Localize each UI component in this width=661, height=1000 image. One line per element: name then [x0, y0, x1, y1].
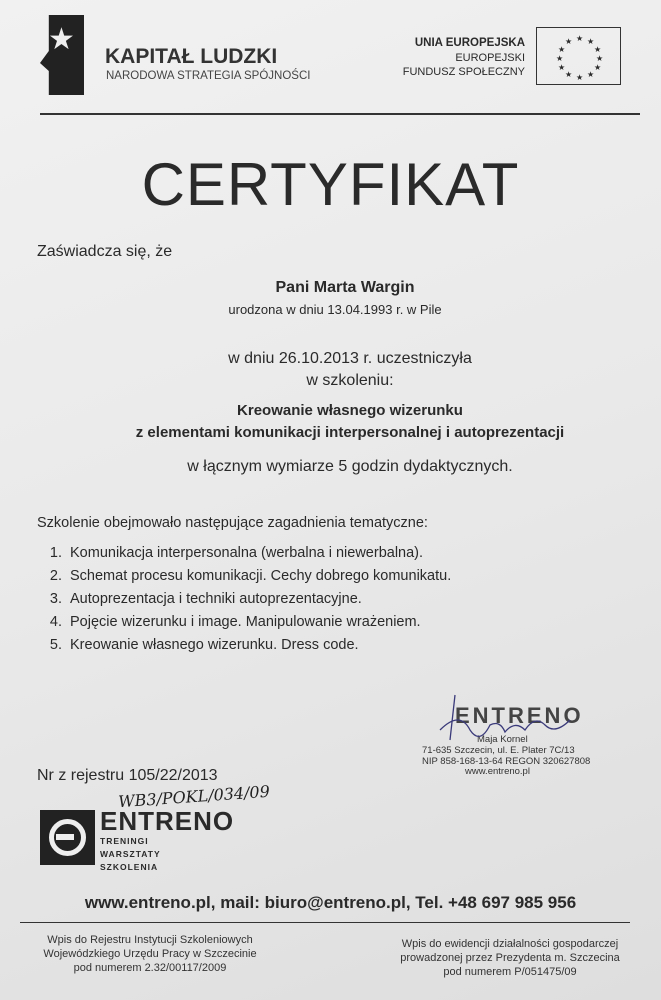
registry-number: Nr z rejestru 105/22/2013 [37, 767, 218, 784]
course-duration: w łącznym wymiarze 5 godzin dydaktycznych. [187, 458, 513, 475]
topics-heading: Szkolenie obejmowało następujące zagadnienia tematyczne: [37, 515, 428, 531]
efs-label-1: EUROPEJSKI [455, 52, 525, 64]
topic-text: Komunikacja interpersonalna (werbalna i niewerbalna). [70, 545, 424, 561]
star-icon: ★ [48, 23, 75, 56]
intro-text: Zaświadcza się, że [37, 243, 173, 260]
footer-right [370, 937, 650, 979]
topic-text: Pojęcie wizerunku i image. Manipulowanie wrażeniem. [70, 614, 421, 630]
participation-date: w dniu 26.10.2013 r. uczestniczyła [228, 350, 472, 367]
topic-item [34, 637, 359, 653]
stamp-address: 71-635 Szczecin, ul. E. Plater 7C/13 [422, 745, 575, 756]
company-tag: SZKOLENIA [100, 862, 159, 872]
topic-text: Schemat procesu komunikacji. Cechy dobrego komunikatu. [70, 568, 452, 584]
topic-item [34, 568, 451, 584]
course-title-2: z elementami komunikacji interpersonalnej i autoprezentacji [135, 424, 565, 441]
footer-right-line: prowadzonej przez Prezydenta m. Szczecina [400, 952, 620, 964]
footer-right-line: pod numerem P/051475/09 [443, 966, 577, 978]
recipient-name: Pani Marta Wargin [275, 279, 415, 296]
stamp-ids: NIP 858-168-13-64 REGON 320627808 [422, 756, 591, 767]
topic-text: Autoprezentacja i techniki autoprezentacyjne. [70, 591, 362, 607]
stamp-company: ENTRENO [455, 703, 584, 728]
topic-item [34, 545, 423, 561]
eu-label: UNIA EUROPEJSKA [414, 37, 525, 49]
company-tag: WARSZTATY [100, 849, 161, 859]
eu-flag-icon: ★ ★ ★ ★ ★ ★ ★ ★ ★ ★ ★ ★ [536, 27, 621, 85]
footer-right-line: Wpis do ewidencji działalności gospodarczej [401, 938, 619, 950]
stamp-web: www.entreno.pl [465, 766, 530, 777]
topic-number: 2. [49, 568, 62, 584]
logo-title: KAPITAŁ LUDZKI [105, 45, 278, 68]
course-title-1: Kreowanie własnego wizerunku [237, 402, 463, 419]
participation-label: w szkoleniu: [306, 372, 394, 389]
topic-text: Kreowanie własnego wizerunku. Dress code. [70, 637, 359, 653]
header-divider [40, 113, 640, 115]
certificate-title: CERTYFIKAT [141, 151, 520, 218]
logo-subtitle: NARODOWA STRATEGIA SPÓJNOŚCI [106, 70, 311, 82]
company-name: ENTRENO [100, 806, 235, 836]
footer-left-line: Wojewódzkiego Urzędu Pracy w Szczecinie [43, 948, 257, 960]
entreno-logo [40, 810, 95, 865]
topic-number: 3. [49, 591, 62, 607]
topic-item [34, 591, 362, 607]
footer-divider [20, 922, 630, 923]
company-tag: TRENINGI [100, 836, 149, 846]
footer-left [20, 933, 280, 975]
efs-label-2: FUNDUSZ SPOŁECZNY [402, 66, 525, 78]
footer-left-line: Wpis do Rejestru Instytucji Szkoleniowych [47, 934, 253, 946]
topic-number: 4. [49, 614, 62, 630]
contact-line: www.entreno.pl, mail: biuro@entreno.pl, Tel. +48 697 985 956 [84, 893, 577, 912]
stamp-person: Maja Kornel [477, 734, 528, 745]
footer-left-line: pod numerem 2.32/00117/2009 [73, 962, 227, 974]
topic-number: 5. [49, 637, 62, 653]
topic-item [34, 614, 421, 630]
topic-number: 1. [49, 545, 62, 561]
recipient-birth: urodzona w dniu 13.04.1993 r. w Pile [228, 302, 442, 317]
handwritten-note: WB3/POKL/034/09 [117, 781, 271, 812]
signature [430, 690, 580, 750]
